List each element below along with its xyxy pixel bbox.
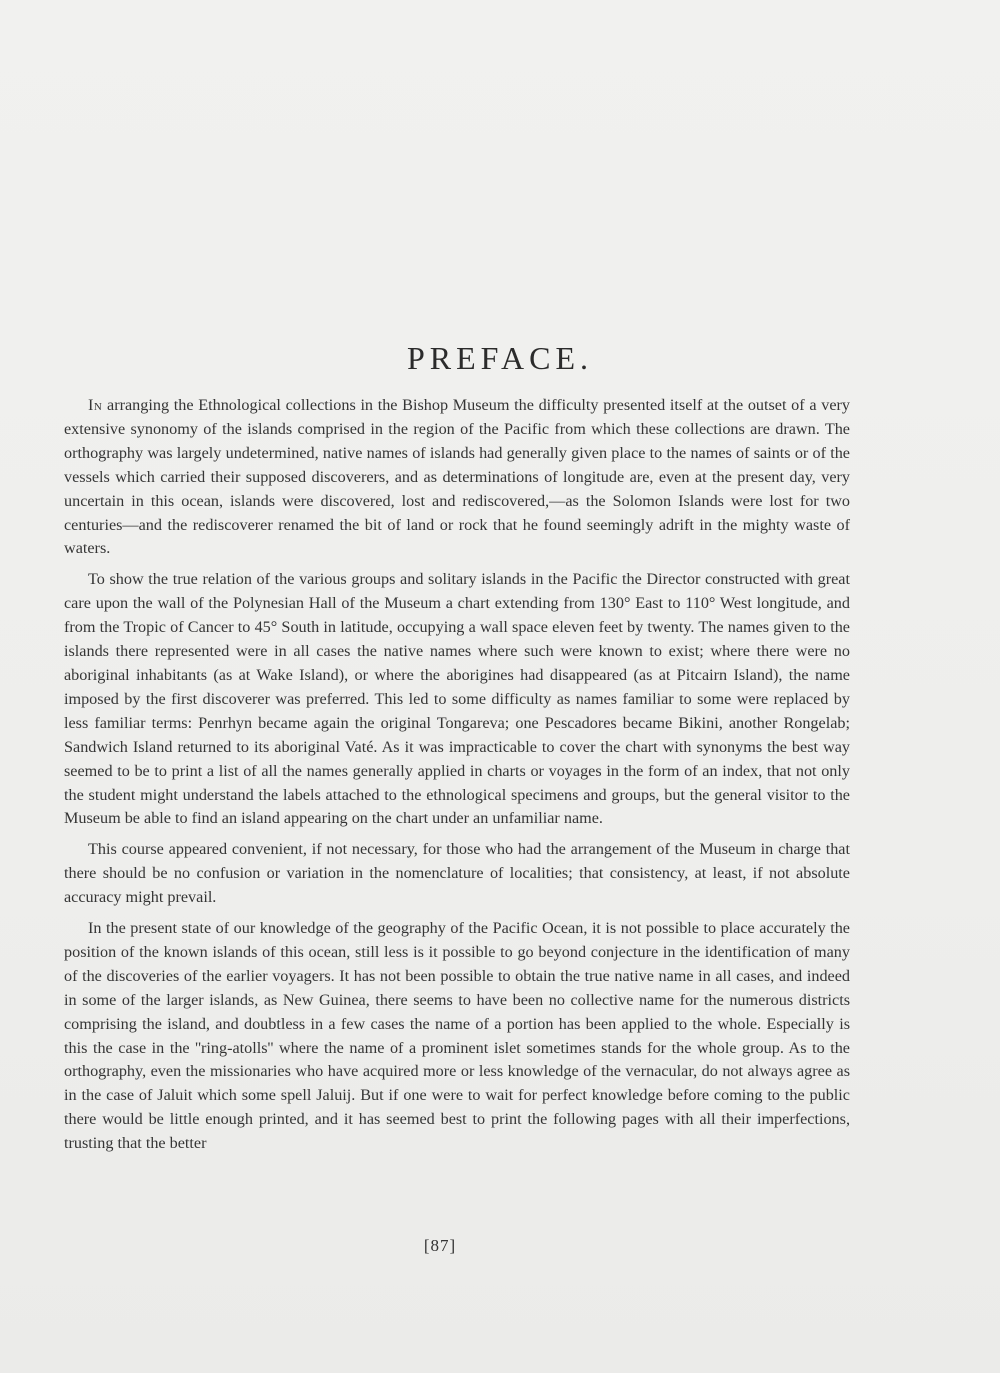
paragraph-1-text: arranging the Ethnological collections in the Bishop Museum the difficulty presented itself at the outset of a very extensive synonomy of the islands comprised in the region of the Pacific from which these collections are drawn. The orthography was largely undetermined, native names of islands had generally given place to the names of saints or of the vessels which carried their supposed discoverers, and as determinations of longitude are, even at the present day, very uncertain in this ocean, islands were discovered, lost and rediscovered,—as the Solomon Islands were lost for two centuries—and the rediscoverer renamed the bit of land or rock that he found seemingly adrift in the mighty waste of waters. [64,396,850,558]
paragraph-1-lead: In [88,396,103,414]
paragraph-3-text: This course appeared convenient, if not necessary, for those who had the arrangement of the Museum in charge that there should be no confusion or variation in the nomenclature of localities; that consistency, at least, if not absolute accuracy might prevail. [64,840,850,907]
paragraph-1 [64,394,850,561]
page-title: PREFACE. [406,340,594,376]
paragraph-4-text: In the present state of our knowledge of the geography of the Pacific Ocean, it is not possible to place accurately the position of the known islands of this ocean, still less is it possible to go beyond conjecture in the identification of many of the discoveries of the earlier voyagers. It has not been possible to obtain the true native name in all cases, and indeed in some of the larger islands, as New Guinea, there seems to have been no collective name for the numerous districts comprising the island, and doubtless in a few cases the name of a portion has been applied to the whole. Especially is this the case in the ''ring-atolls'' where the name of a prominent islet sometimes stands for the whole group. As to the orthography, even the missionaries who have acquired more or less knowledge of the vernacular, do not always agree as in the case of Jaluit which some spell Jaluij. But if one were to wait for perfect knowledge before coming to the public there would be little enough printed, and it has seemed best to print the following pages with all their imperfections, trusting that the better [64,919,850,1153]
preface-body [64,394,850,1163]
page-number: [87] [423,1236,457,1255]
paragraph-2-text: To show the true relation of the various groups and solitary islands in the Pacific the Director constructed with great care upon the wall of the Polynesian Hall of the Museum a chart extending from 130° East to 110° West longitude, and from the Tropic of Cancer to 45° South in latitude, occupying a wall space eleven feet by twenty. The names given to the islands there represented were in all cases the native names where such were known to exist; where there were no aboriginal inhabitants (as at Wake Island), or where the aborigines had disappeared (as at Pitcairn Island), the name imposed by the first discoverer was preferred. This led to some difficulty as names familiar to some were replaced by less familiar terms: Penrhyn became again the original Tongareva; one Pescadores became Bikini, another Rongelab; Sandwich Island returned to its aboriginal Vaté. As it was impracticable to cover the chart with synonyms the best way seemed to be to print a list of all the names generally applied in charts or voyages in the form of an index, that not only the student might understand the labels attached to the ethnological specimens and groups, but the general visitor to the Museum be able to find an island appearing on the chart under an unfamiliar name. [64,570,850,828]
paragraph-4 [64,917,850,1156]
paragraph-2 [64,568,850,831]
paragraph-3 [64,838,850,910]
